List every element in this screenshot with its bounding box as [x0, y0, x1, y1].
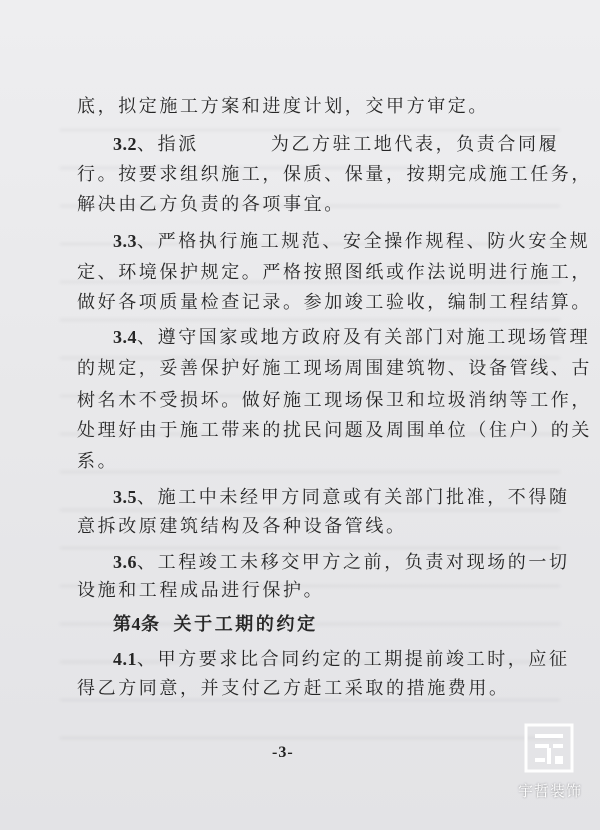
text-line: 做好各项质量检查记录。参加竣工验收，编制工程结算。	[77, 292, 592, 313]
clause-4-1: 4.1、甲方要求比合同约定的工期提前竣工时，应征	[113, 649, 570, 670]
brand-name: 宇哲装饰	[517, 782, 582, 800]
clause-number: 3.6	[113, 552, 137, 572]
article-title: 关于工期的约定	[173, 614, 318, 635]
clause-3-5: 3.5、施工中未经甲方同意或有关部门批准，不得随	[113, 487, 570, 508]
clause-number: 3.2	[113, 134, 137, 154]
brand-watermark	[508, 722, 592, 822]
clause-3-6: 3.6、工程竣工未移交甲方之前，负责对现场的一切	[113, 552, 570, 573]
text-line: 意拆改原建筑结构及各种设备管线。	[77, 516, 407, 537]
clause-number: 3.3	[113, 231, 137, 251]
text-line: 的规定，妥善保护好施工现场周围建筑物、设备管线、古	[77, 358, 592, 379]
text-line: 行。按要求组织施工，保质、保量，按期完成施工任务，	[77, 164, 592, 185]
brand-logo-icon	[523, 722, 575, 774]
clause-3-4: 3.4、遵守国家或地方政府及有关部门对施工现场管理	[113, 327, 591, 348]
section-heading-article-4	[113, 613, 318, 636]
clause-number: 4.1	[113, 649, 137, 669]
text-line: 解决由乙方负责的各项事宜。	[77, 194, 345, 215]
text-line: 树名木不受损坏。做好施工现场保卫和垃圾消纳等工作，	[77, 390, 592, 411]
text-line: 底，拟定施工方案和进度计划，交甲方审定。	[77, 96, 489, 117]
clause-number: 3.5	[113, 487, 137, 507]
clause-3-3: 3.3、严格执行施工规范、安全操作规程、防火安全规	[113, 231, 591, 252]
text-line: 得乙方同意，并支付乙方赶工采取的措施费用。	[77, 678, 510, 699]
page-number: -3-	[272, 744, 294, 761]
text-line: 系。	[77, 451, 119, 472]
text-line: 设施和工程成品进行保护。	[77, 580, 325, 601]
clause-3-2: 3.2、指派 为乙方驻工地代表，负责合同履	[113, 134, 560, 155]
article-number: 第4条	[113, 614, 160, 634]
text-line: 定、环境保护规定。严格按照图纸或作法说明进行施工，	[77, 262, 592, 283]
text-line: 处理好由于施工带来的扰民问题及周围单位（住户）的关	[77, 420, 592, 441]
clause-number: 3.4	[113, 327, 137, 347]
